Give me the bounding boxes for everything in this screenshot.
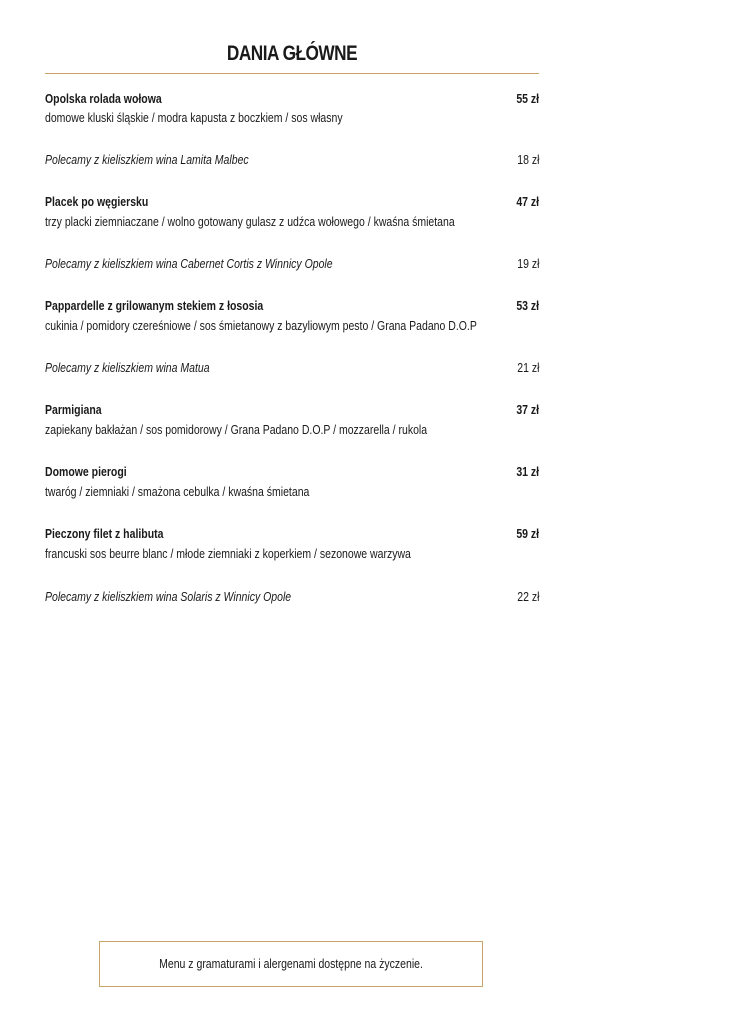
dish-price: 55 zł xyxy=(516,92,539,106)
dish-price: 31 zł xyxy=(516,465,539,479)
allergen-note-box xyxy=(99,941,483,987)
dish-price: 47 zł xyxy=(516,195,539,209)
dish-description: zapiekany bakłażan / sos pomidorowy / Grana Padano D.O.P / mozzarella / rukola xyxy=(45,423,428,437)
dish-header-row xyxy=(45,401,539,419)
dish-name: Pieczony filet z halibuta xyxy=(45,527,164,541)
dish-header-row xyxy=(45,297,539,315)
dish-name: Domowe pierogi xyxy=(45,465,127,479)
dish-description-row xyxy=(45,421,539,439)
allergen-note: Menu z gramaturami i alergenami dostępne na życzenie. xyxy=(159,957,423,971)
dish-price: 53 zł xyxy=(516,299,539,313)
dish-header-row xyxy=(45,193,539,211)
dish-description: cukinia / pomidory czereśniowe / sos śmietanowy z bazyliowym pesto / Grana Padano D.O.P xyxy=(45,319,477,333)
dish-description: francuski sos beurre blanc / młode ziemniaki z koperkiem / sezonowe warzywa xyxy=(45,547,411,561)
wine-pairing: Polecamy z kieliszkiem wina Lamita Malbec xyxy=(45,153,249,167)
wine-price: 18 zł xyxy=(516,153,539,167)
wine-pairing-row xyxy=(45,588,539,606)
wine-price: 21 zł xyxy=(516,361,539,375)
dish-description-row xyxy=(45,109,539,127)
wine-pairing-row xyxy=(45,359,539,377)
dish-description: twaróg / ziemniaki / smażona cebulka / kwaśna śmietana xyxy=(45,485,310,499)
wine-price: 19 zł xyxy=(516,257,539,271)
wine-pairing-row xyxy=(45,151,539,169)
dish-description: trzy placki ziemniaczane / wolno gotowany gulasz z udźca wołowego / kwaśna śmietana xyxy=(45,215,455,229)
wine-pairing: Polecamy z kieliszkiem wina Cabernet Cortis z Winnicy Opole xyxy=(45,257,333,271)
title-divider xyxy=(45,73,539,74)
dish-price: 37 zł xyxy=(516,403,539,417)
wine-pairing: Polecamy z kieliszkiem wina Solaris z Winnicy Opole xyxy=(45,590,292,604)
dish-price: 59 zł xyxy=(516,527,539,541)
dish-name: Placek po węgiersku xyxy=(45,195,149,209)
dish-description-row xyxy=(45,545,539,563)
dish-description-row xyxy=(45,213,539,231)
dish-header-row xyxy=(45,90,539,108)
dish-name: Parmigiana xyxy=(45,403,102,417)
dish-name: Opolska rolada wołowa xyxy=(45,92,162,106)
page-title: DANIA GŁÓWNE xyxy=(226,42,358,65)
wine-pairing: Polecamy z kieliszkiem wina Matua xyxy=(45,361,210,375)
dish-description: domowe kluski śląskie / modra kapusta z boczkiem / sos własny xyxy=(45,111,343,125)
dish-name: Pappardelle z grilowanym stekiem z łososia xyxy=(45,299,264,313)
dish-header-row xyxy=(45,463,539,481)
dish-description-row xyxy=(45,317,539,335)
wine-price: 22 zł xyxy=(516,590,539,604)
dish-header-row xyxy=(45,525,539,543)
dish-description-row xyxy=(45,483,539,501)
wine-pairing-row xyxy=(45,255,539,273)
